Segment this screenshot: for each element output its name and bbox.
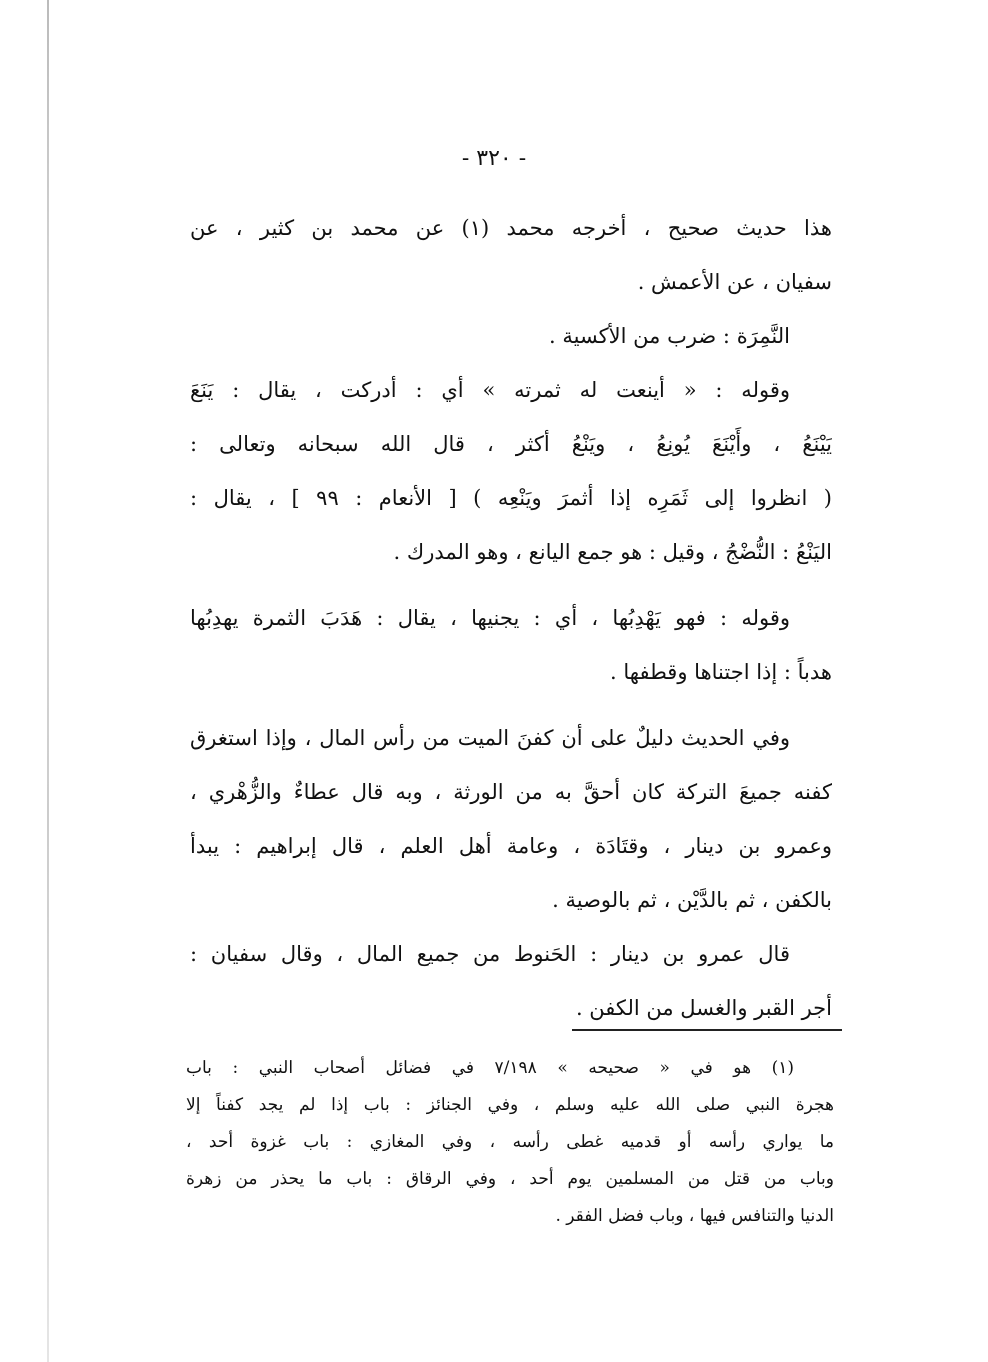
footnote-line: الدنيا والتنافس فيها ، وباب فضل الفقر . bbox=[555, 1206, 834, 1226]
text-line: بالكفن ، ثم بالدَّيْن ، ثم بالوصية . bbox=[552, 888, 832, 912]
footnote-line: هجرة النبي صلى الله عليه وسلم ، وفي الجنائز : باب إذا لم يجد كفناً إلا bbox=[186, 1095, 834, 1115]
text-line: سفيان ، عن الأعمش . bbox=[637, 270, 832, 294]
text-line: هدباً : إذا اجتناها وقطفها . bbox=[610, 660, 832, 684]
text-line: ( انظروا إلى ثَمَرِه إذا أثمرَ ويَنْعِه ) [ الأنعام : ٩٩ ] ، يقال : bbox=[190, 486, 832, 510]
text-line: وقوله : « أينعت له ثمرته » أي : أدركت ، يقال : يَنَعَ bbox=[190, 378, 790, 402]
paragraph-gap bbox=[190, 584, 832, 596]
footnotes bbox=[186, 1052, 834, 1237]
text-line: النَّمِرَة : ضرب من الأكسية . bbox=[549, 324, 790, 348]
text-line: وقوله : فهو يَهْدِبُها ، أي : يجنيها ، يقال : هَدَبَ الثمرة يهدِبُها bbox=[190, 606, 790, 630]
paragraph bbox=[190, 368, 832, 584]
footnote-line: ما يواري رأسه أو قدميه غطى رأسه ، وفي المغازي : باب غزوة أحد ، bbox=[186, 1132, 834, 1152]
paragraph bbox=[190, 314, 832, 368]
footnote-line: وباب من قتل من المسلمين يوم أحد ، وفي الرقاق : باب ما يحذر من زهرة bbox=[186, 1169, 834, 1189]
main-text bbox=[190, 206, 832, 1040]
footnote-line: (١) هو في « صحيحه » ٧/١٩٨ في فضائل أصحاب النبي : باب bbox=[186, 1058, 794, 1078]
paragraph bbox=[190, 596, 832, 704]
paragraph bbox=[190, 932, 832, 1040]
paragraph-gap bbox=[190, 704, 832, 716]
text-line: كفنه جميعَ التركة كان أحقَّ به من الورثة ، وبه قال عطاءٌ والزُّهْري ، bbox=[190, 780, 832, 804]
paragraph bbox=[190, 716, 832, 932]
text-line: اليَنْعُ : النُّضْجُ ، وقيل : هو جمع اليانع ، وهو المدرك . bbox=[393, 540, 832, 564]
text-line: أجر القبر والغسل من الكفن . bbox=[575, 996, 832, 1020]
text-line: وعمرو بن دينار ، وقتَادَة ، وعامة أهل العلم ، قال إبراهيم : يبدأ bbox=[190, 834, 832, 858]
paragraph bbox=[190, 206, 832, 314]
text-line: هذا حديث صحيح ، أخرجه محمد (١) عن محمد بن كثير ، عن bbox=[190, 216, 832, 240]
scan-margin-line bbox=[47, 0, 49, 1362]
text-line: يَيْنَعُ ، وأَيْنَعَ يُونِعُ ، ويَنْعُ أكثر ، قال الله سبحانه وتعالى : bbox=[190, 432, 832, 456]
text-line: وفي الحديث دليلٌ على أن كفنَ الميت من رأس المال ، وإذا استغرق bbox=[190, 726, 790, 750]
footnote-divider bbox=[572, 1029, 842, 1031]
page-number: - ٣٢٠ - bbox=[461, 146, 527, 171]
text-line: قال عمرو بن دينار : الحَنوط من جميع المال ، وقال سفيان : bbox=[190, 942, 790, 966]
